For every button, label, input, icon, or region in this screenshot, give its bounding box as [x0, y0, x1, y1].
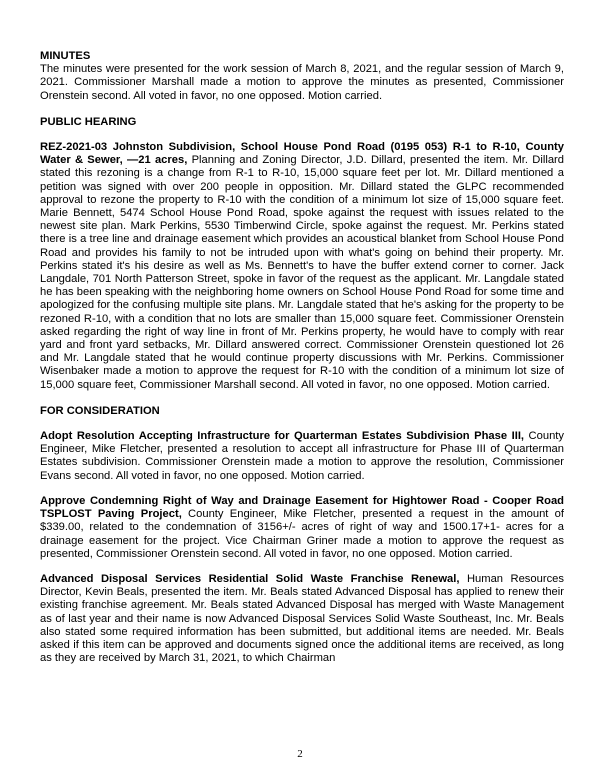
spacer	[40, 561, 564, 573]
spacer	[40, 129, 564, 141]
for-consideration-heading: FOR CONSIDERATION	[40, 404, 160, 417]
consideration-item	[40, 573, 564, 665]
spacer	[40, 483, 564, 495]
consideration-item-title: Approve Condemning Right of Way and Drainage Easement for Hightower Road - Cooper Road TSPLOST Paving Project,	[40, 494, 564, 521]
consideration-item-title: Advanced Disposal Services Residential Solid Waste Franchise Renewal,	[40, 572, 460, 585]
consideration-item-text: Human Resources Director, Kevin Beals, presented the item. Mr. Beals stated Advanced Disposal has applied to renew their existing franchise agreement. Mr. Beals stated Advanced Disposal has merged with Waste Management as of last year and their name is now Advanced Disposal Services Solid Waste Southeast, Inc. Mr. Beals also stated some required information has been submitted, but additional items are needed. Mr. Beals asked if this item can be approved and documents signed once the additional items are received, as long as they are received by March 31, 2021, to which Chairman	[40, 572, 564, 665]
minutes-paragraph: The minutes were presented for the work session of March 8, 2021, and the regular session of March 9, 2021. Commissioner Marshall made a motion to approve the minutes as presented, Commissioner Orenstein second. All voted in favor, no one opposed. Motion carried.	[40, 63, 564, 102]
public-hearing-item-text: Planning and Zoning Director, J.D. Dillard, presented the item. Mr. Dillard stated this rezoning is a change from R-1 to R-10, 15,000 square feet per lot. Mr. Dillard mentioned a petition was signed with over 200 people in opposition. Mr. Dillard stated the GLPC recommended approval to rezone the property to R-10 with the condition of a minimum lot size of 15,000 square feet. Marie Bennett, 5474 School House Pond Road, spoke against the request with issues related to the newest site plan. Mark Perkins, 5530 Timberwind Circle, spoke against the request. Mr. Perkins stated there is a tree line and drainage easement which provides an acoustical blanket from School House Pond Road and provides his family to not be intruded upon with what's going on behind their property. Mr. Perkins stated it's his desire as well as Ms. Bennett's to have the buffer extend corner to corner. Jack Langdale, 701 North Patterson Street, spoke in favor of the request as the applicant. Mr. Langdale stated he has been speaking with the neighboring home owners on School House Pond Road for some time and apologized for the confusing multiple site plans. Mr. Langdale stated that he's asking for the property to be rezoned R-10, with a condition that no lots are smaller than 15,000 square feet. Commissioner Orenstein asked regarding the right of way line in front of Mr. Perkins property, he would have to comply with rear yard and front yard setbacks, Mr. Dillard answered correct. Commissioner Orenstein questioned lot 26 and Mr. Langdale stated that he would continue property discussions with Mr. Perkins. Commissioner Wisenbaker made a motion to approve the request for R-10 with the condition of a minimum lot size of 15,000 square feet, Commissioner Marshall second. All voted in favor, no one opposed. Motion carried.	[40, 154, 564, 391]
public-hearing-item-title: REZ-2021-03 Johnston Subdivision, School House Pond Road (0195 053) R-1 to R-10, County Water & Sewer, —21 acres,	[40, 141, 564, 167]
consideration-item	[40, 495, 564, 561]
public-hearing-heading: PUBLIC HEARING	[40, 115, 137, 128]
spacer	[40, 103, 564, 116]
spacer	[40, 418, 564, 430]
document-page	[40, 50, 564, 665]
consideration-item-text: County Engineer, Mike Fletcher, presented a resolution to accept all infrastructure for Phase III of Quarterman Estates subdivision. Commissioner Orenstein made a motion to approve the resolution, Commissioner Evans second. All voted in favor, no one opposed. Motion carried.	[40, 430, 565, 482]
consideration-item	[40, 430, 564, 483]
page-number: 2	[297, 748, 303, 760]
consideration-item-title: Adopt Resolution Accepting Infrastructure for Quarterman Estates Subdivision Phase III,	[40, 430, 525, 443]
minutes-heading: MINUTES	[40, 50, 91, 62]
consideration-item-text: County Engineer, Mike Fletcher, presented a request in the amount of $339.00, related to the condemnation of 3156+/- acres of right of way and 1500.17+1- acres for a drainage easement for the project. Vice Chairman Griner made a motion to approve the request as presented, Commissioner Orenstein second. All voted in favor, no one opposed. Motion carried.	[40, 508, 564, 560]
spacer	[40, 392, 564, 405]
public-hearing-paragraph	[40, 141, 564, 392]
